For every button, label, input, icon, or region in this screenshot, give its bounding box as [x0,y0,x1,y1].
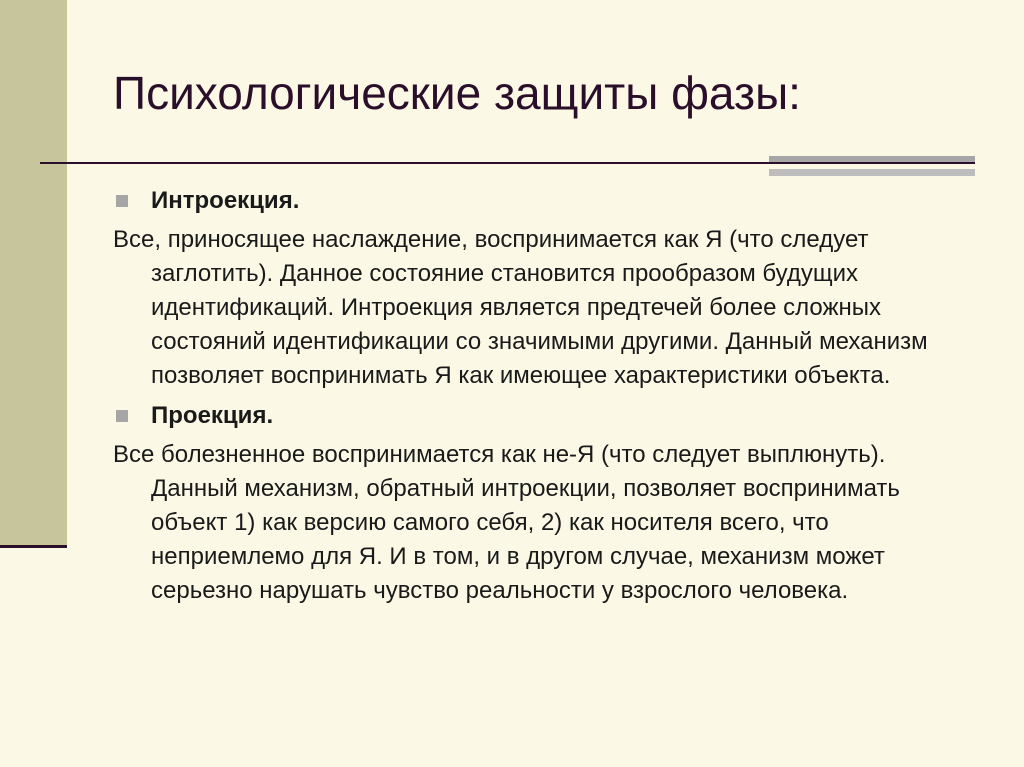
left-decor-bar [0,0,67,546]
title-accent-stripes [769,156,975,176]
accent-stripe-bottom [769,169,975,176]
section-heading-text: Проекция. [151,402,274,429]
section-paragraph-projection: Все болезненное воспринимается как не-Я (что следует выплюнуть). Данный механизм, обратный интроекции, позволяет воспринимать объект 1) как версию самого себя, 2) как носителя всего, что неприемлемо для Я. И в том, и в другом случае, механизм может серьезно нарушать чувство реальности у взрослого человека. [113,441,900,604]
section-paragraph-introjection: Все, приносящее наслаждение, воспринимается как Я (что следует заглотить). Данное состояние становится прообразом будущих идентификаций. Интроекция является предтечей более сложных состояний идентификации со значимыми другими. Данный механизм позволяет воспринимать Я как имеющее характеристики объекта. [113,226,928,389]
bullet-square-icon [116,195,128,207]
section-heading-projection [113,399,973,432]
section-heading-text: Интроекция. [151,187,300,214]
section-heading-introjection [113,184,973,217]
bullet-square-icon [116,410,128,422]
left-decor-underline [0,545,67,548]
accent-stripe-top [769,156,975,162]
slide-title: Психологические защиты фазы: [113,67,801,119]
slide-body [113,184,973,608]
